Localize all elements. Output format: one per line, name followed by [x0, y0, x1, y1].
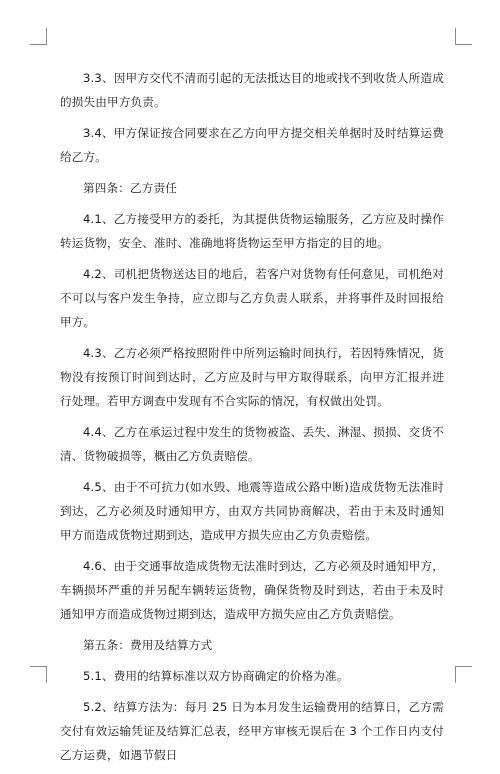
crop-mark-top-right — [455, 28, 472, 45]
clause-3-3: 3.3、因甲方交代不清而引起的无法抵达目的地或找不到收货人所造成的损失由甲方负责。 — [60, 71, 444, 109]
clause-4-3: 4.3、乙方必须严格按照附件中所列运输时间执行，若因特殊情况，货物没有按预订时间到达时，乙方应及时与甲方取得联系，向甲方汇报并进行处理。若甲方调查中发现有不合实际的情况，有权做出处罚。 — [60, 346, 444, 408]
clause-3-4: 3.4、甲方保证按合同要求在乙方向甲方提交相关单据时及时结算运费给乙方。 — [60, 126, 444, 164]
crop-mark-top-left — [30, 28, 47, 45]
clause-4-6: 4.6、由于交通事故造成货物无法准时到达，乙方必须及时通知甲方，车辆损坏严重的并另配车辆转运货物，确保货物及时到达，若由于未及时通知甲方而造成货物过期到达，造成甲方损失应由乙方负责赔偿。 — [60, 559, 444, 621]
clause-4-1: 4.1、乙方接受甲方的委托，为其提供货物运输服务，乙方应及时操作转运货物，安全、准时、准确地将货物运至甲方指定的目的地。 — [60, 212, 444, 250]
document-body — [60, 66, 444, 774]
clause-4-5: 4.5、由于不可抗力(如水毁、地震等造成公路中断)造成货物无法准时到达，乙方必须及时通知甲方，由双方共同协商解决，若由于未及时通知甲方而造成货物过期到达，造成甲方损失应由乙方负责赔偿。 — [60, 480, 444, 542]
crop-mark-bottom-right — [455, 666, 472, 683]
clause-4-2: 4.2、司机把货物送达目的地后，若客户对货物有任何意见，司机绝对不可以与客户发生争持，应立即与乙方负责人联系，并将事件及时回报给甲方。 — [60, 267, 444, 329]
section-heading-5: 第五条：费用及结算方式 — [83, 638, 213, 652]
clause-5-1: 5.1、费用的结算标准以双方协商确定的价格为准。 — [83, 669, 349, 683]
clause-5-2: 5.2、结算方法为：每月 25 日为本月发生运输费用的结算日，乙方需交付有效运输凭证及结算汇总表，经甲方审核无误后在 3 个工作日内支付乙方运费，如遇节假日 — [60, 700, 444, 762]
clause-4-4: 4.4、乙方在承运过程中发生的货物被盗、丢失、淋湿、损损、交货不清、货物破损等，概由乙方负责赔偿。 — [60, 425, 444, 463]
section-heading-4: 第四条：乙方责任 — [83, 181, 177, 195]
crop-mark-bottom-left — [30, 666, 47, 683]
